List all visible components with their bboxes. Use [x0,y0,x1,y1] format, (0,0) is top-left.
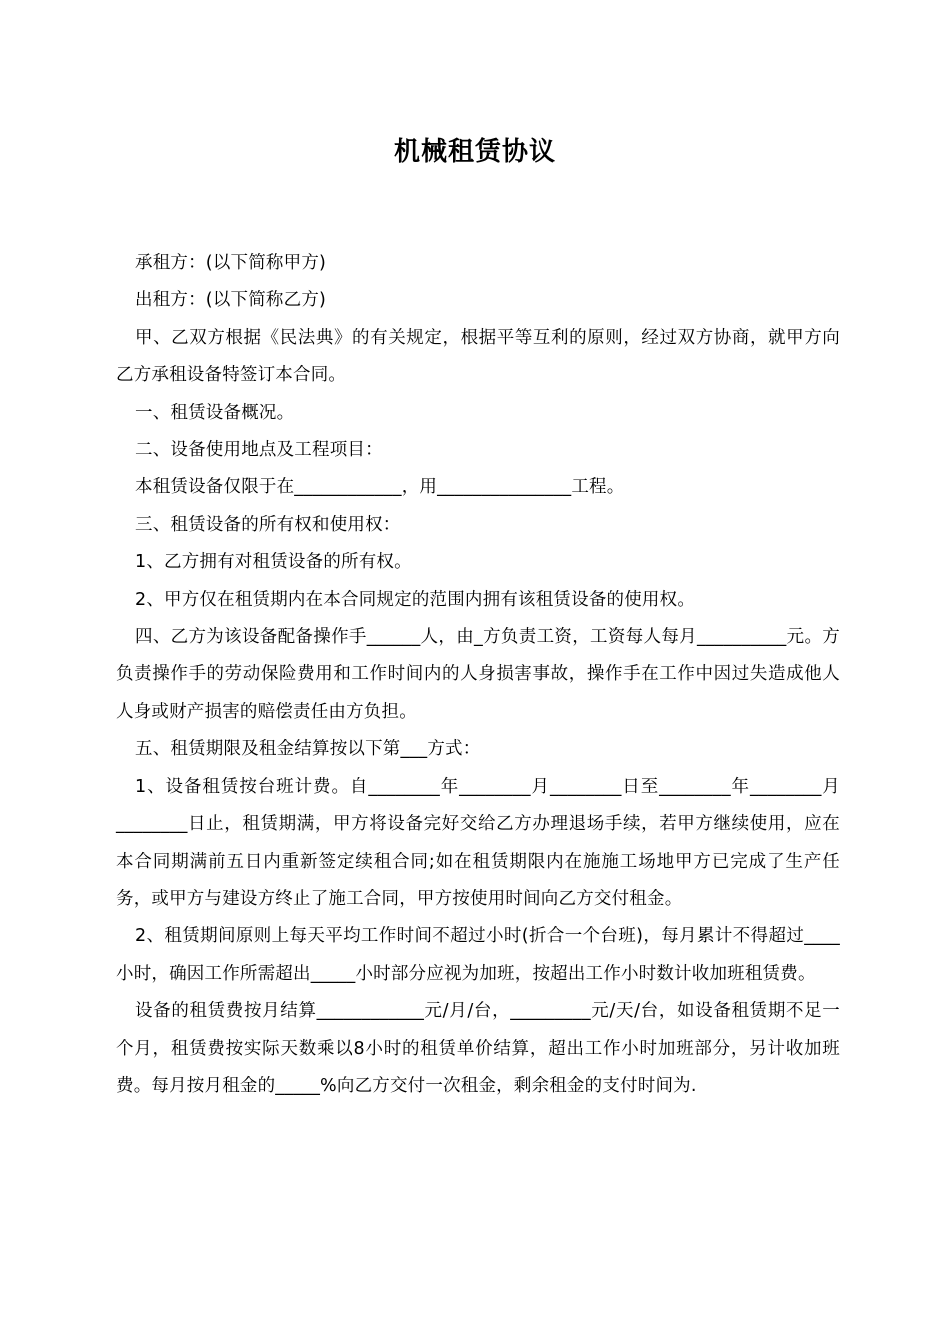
clause-5-1: 1、设备租赁按台班计费。自________年________月________日至________年________月________日止，租赁期满，甲方将设备完好交给乙方办理退场手续，若甲方继续使用，应在本合同期满前五日内重新签定续租合同;如在租赁期限内在施施工场地甲方已完成了生产任务，或甲方与建设方终止了施工合同，甲方按使用时间向乙方交付租金。 [116,776,840,909]
paragraph-lessee: 承租方：(以下简称甲方) [135,253,327,273]
document-body [116,245,840,1105]
section-heading-2: 二、设备使用地点及工程项目： [135,440,383,461]
section-4: 四、乙方为该设备配备操作手______人，由_方负责工资，工资每人每月__________元。方负责操作手的劳动保险费用和工作时间内的人身损害事故，操作手在工作中因过失造成他人人身或财产损害的赔偿责任由方负担。 [116,627,840,722]
section-heading-3: 三、租赁设备的所有权和使用权： [135,514,401,535]
paragraph-preamble: 甲、乙双方根据《民法典》的有关规定，根据平等互利的原则，经过双方协商，就甲方向乙方承租设备特签订本合同。 [116,327,840,386]
paragraph-rent-settlement: 设备的租赁费按月结算____________元/月/台，_________元/天/台，如设备租赁期不足一个月，租赁费按实际天数乘以8小时的租赁单价结算，超出工作小时加班部分，另计收加班费。每月按月租金的_____%向乙方交付一次租金，剩余租金的支付时间为. [116,1001,840,1096]
document-title: 机械租赁协议 [393,137,556,167]
paragraph-lessor: 出租方：(以下简称乙方) [135,290,327,311]
section-heading-1: 一、租赁设备概况。 [135,402,295,423]
clause-5-2: 2、租赁期间原则上每天平均工作时间不超过小时(折合一个台班)，每月累计不得超过____小时，确因工作所需超出_____小时部分应视为加班，按超出工作小时数计收加班租赁费。 [116,926,840,984]
section-heading-5: 五、租赁期限及租金结算按以下第___方式： [135,739,481,760]
clause-3-1: 1、乙方拥有对租赁设备的所有权。 [135,552,412,573]
clause-3-2: 2、甲方仅在租赁期内在本合同规定的范围内拥有该租赁设备的使用权。 [135,589,696,610]
paragraph-location: 本租赁设备仅限于在____________，用_______________工程。 [135,477,625,498]
